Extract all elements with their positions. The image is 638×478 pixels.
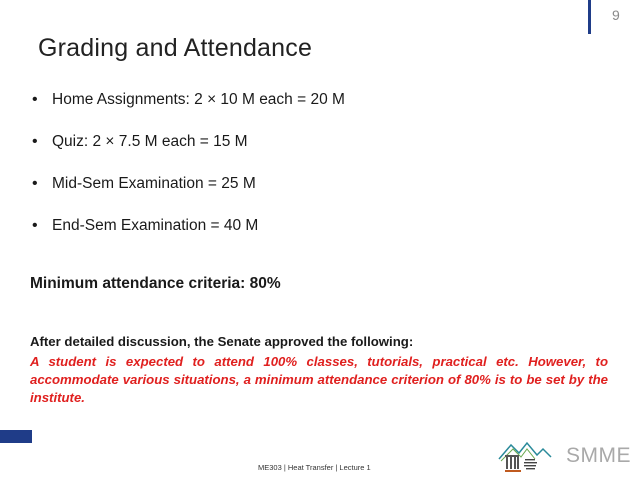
slide-title: Grading and Attendance [38, 34, 313, 62]
grading-list [30, 90, 345, 258]
footer-text: ME303 | Heat Transfer | Lecture 1 [258, 463, 371, 472]
senate-note: A student is expected to attend 100% classes, tutorials, practical etc. However, to accommodate various situations, a minimum attendance criterion of 80% is to be set by the institute. [30, 354, 608, 405]
list-item: • Quiz: 2 × 7.5 M each = 15 M [30, 132, 345, 152]
institute-logo [497, 437, 559, 475]
list-item: • Home Assignments: 2 × 10 M each = 20 M [30, 90, 345, 110]
page-number: 9 [612, 7, 620, 23]
list-item: • Mid-Sem Examination = 25 M [30, 174, 345, 194]
list-item: • End-Sem Examination = 40 M [30, 216, 345, 236]
logo-lettering [524, 459, 537, 469]
attendance-criteria: Minimum attendance criteria: 80% [30, 275, 281, 292]
top-accent-bar [588, 0, 591, 34]
left-accent-block [0, 430, 32, 443]
department-label: SMME [566, 444, 631, 467]
senate-heading: After detailed discussion, the Senate approved the following: [30, 334, 414, 349]
